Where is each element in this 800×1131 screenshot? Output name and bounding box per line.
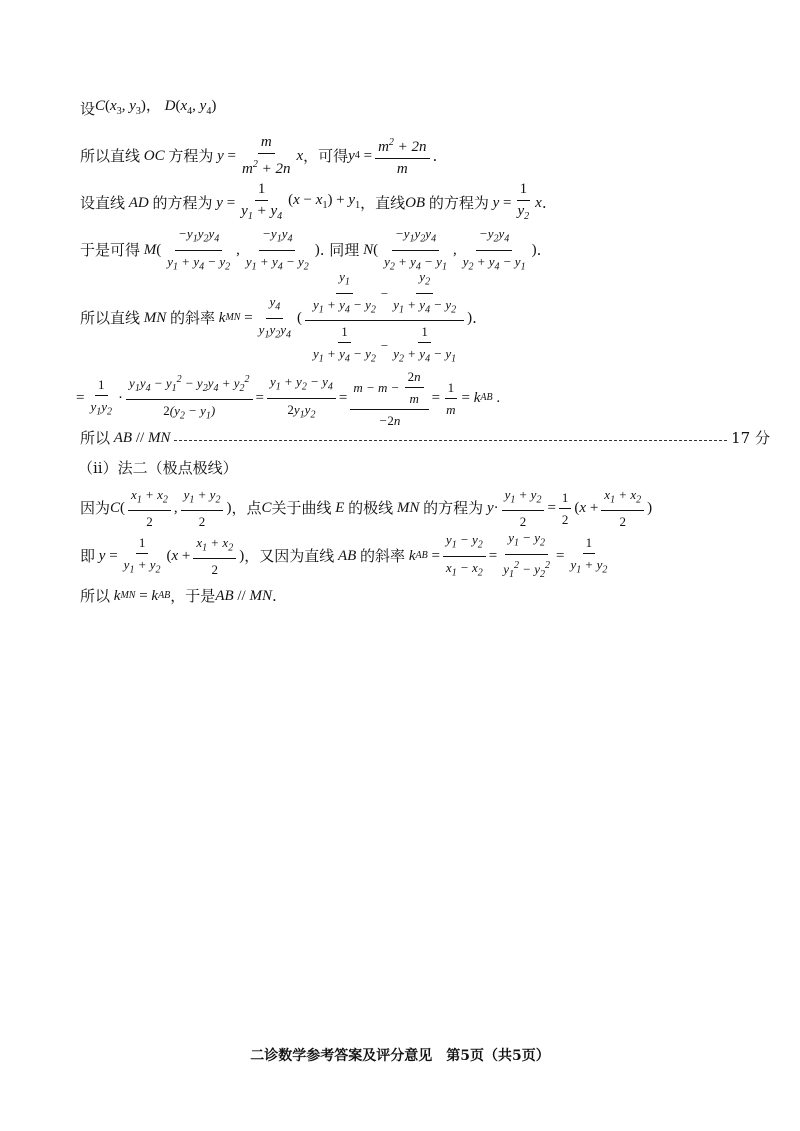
line-slope-comparison: 即 y = $\frac{1}{y_1 + y_2}$ (x + $\frac{x_1 + x_2}{2}$ ) ，又因为直线 AB 的斜率 k AB = $\frac{y_1 - y_2}{x_1 - x_2}$ = $\frac{y_1 - y_2}{y_1^2 - y_2^2}$ = $\frac{1}{y_1 + y_2}$ bbox=[80, 530, 608, 580]
page-footer: 二诊数学参考答案及评分意见 第5页（共5页） bbox=[250, 1048, 550, 1064]
line-ad-ob-equation: 设直线 AD 的方程为 y = $\frac{1}{y_1 + y_4}$ $(x - x_1) + y_1$ ，直线 OB 的方程为 y = $\frac{1}{y_2}$ x . bbox=[80, 181, 547, 222]
line-define-cd: 设 $C(x_3$, $y_3$)， $D(x_4$, $y_4$) bbox=[80, 98, 217, 118]
line-mn-points: 于是可得 M ( $\frac{-y_1y_2y_4}{y_1 + y_4 - y_2}$ , $\frac{-y_1y_4}{y_1 + y_4 - y_2}$ ) . 同理 N ( $\frac{-y_1y_2y_4}{y_2 + y_4 - y_1}$ , $\frac{-y_2y_4}{y_2 + y_4 - y_1}$ ) . bbox=[80, 225, 542, 273]
method-two-heading: （ii）法二（极点极线） bbox=[78, 459, 238, 477]
line-mn-slope: 所以直线 MN 的斜率 k MN = $\frac{y_4}{y_1y_2y_4}$ ( $\frac{y_1}{y_1 + y_4 - y_2}$ − $\frac{y_2}{y_1 + y_4 - y_2}$ $\frac{1}{y_1 + y_4 - y_2}$ − $\frac{1}{y_2 + y_4 - y_1}$ ) . bbox=[80, 269, 477, 365]
line-oc-equation: 所以直线 OC 方程为 y = $\frac{m}{m^2 + 2n}$ x ，可得 y 4 = $\frac{m^2 + 2n}{m}$ . bbox=[80, 134, 438, 177]
score-label: 17 分 bbox=[731, 429, 770, 447]
line-polar-line: 因为 C ( $\frac{x_1 + x_2}{2}$ , $\frac{y_1 + y_2}{2}$ ) ，点 C 关于曲线 E 的极线 MN 的方程为 y · $\frac{y_1 + y_2}{2}$ = $\frac{1}{2}$ (x + $\frac{x_1 + x_2}{2}$ ) bbox=[80, 486, 653, 530]
line-simplification: = $\frac{1}{y_1y_2}$ · $\frac{y_1y_4 - y_1^2 - y_2y_4 + y_2^2}{2(y_2 - y_1)}$ = $\frac{y_1 + y_2 - y_4}{2y_1y_2}$ = m − m − $\frac{2n}{m}$ −2n = $\frac{1}{m}$ = k AB . bbox=[76, 368, 501, 428]
line-final-conclusion: 所以 k MN = k AB ，于是 AB // MN . bbox=[80, 587, 277, 605]
score-leader-dashes bbox=[174, 440, 727, 441]
line-parallel-conclusion: 所以 AB // MN 17 分 bbox=[80, 429, 770, 447]
